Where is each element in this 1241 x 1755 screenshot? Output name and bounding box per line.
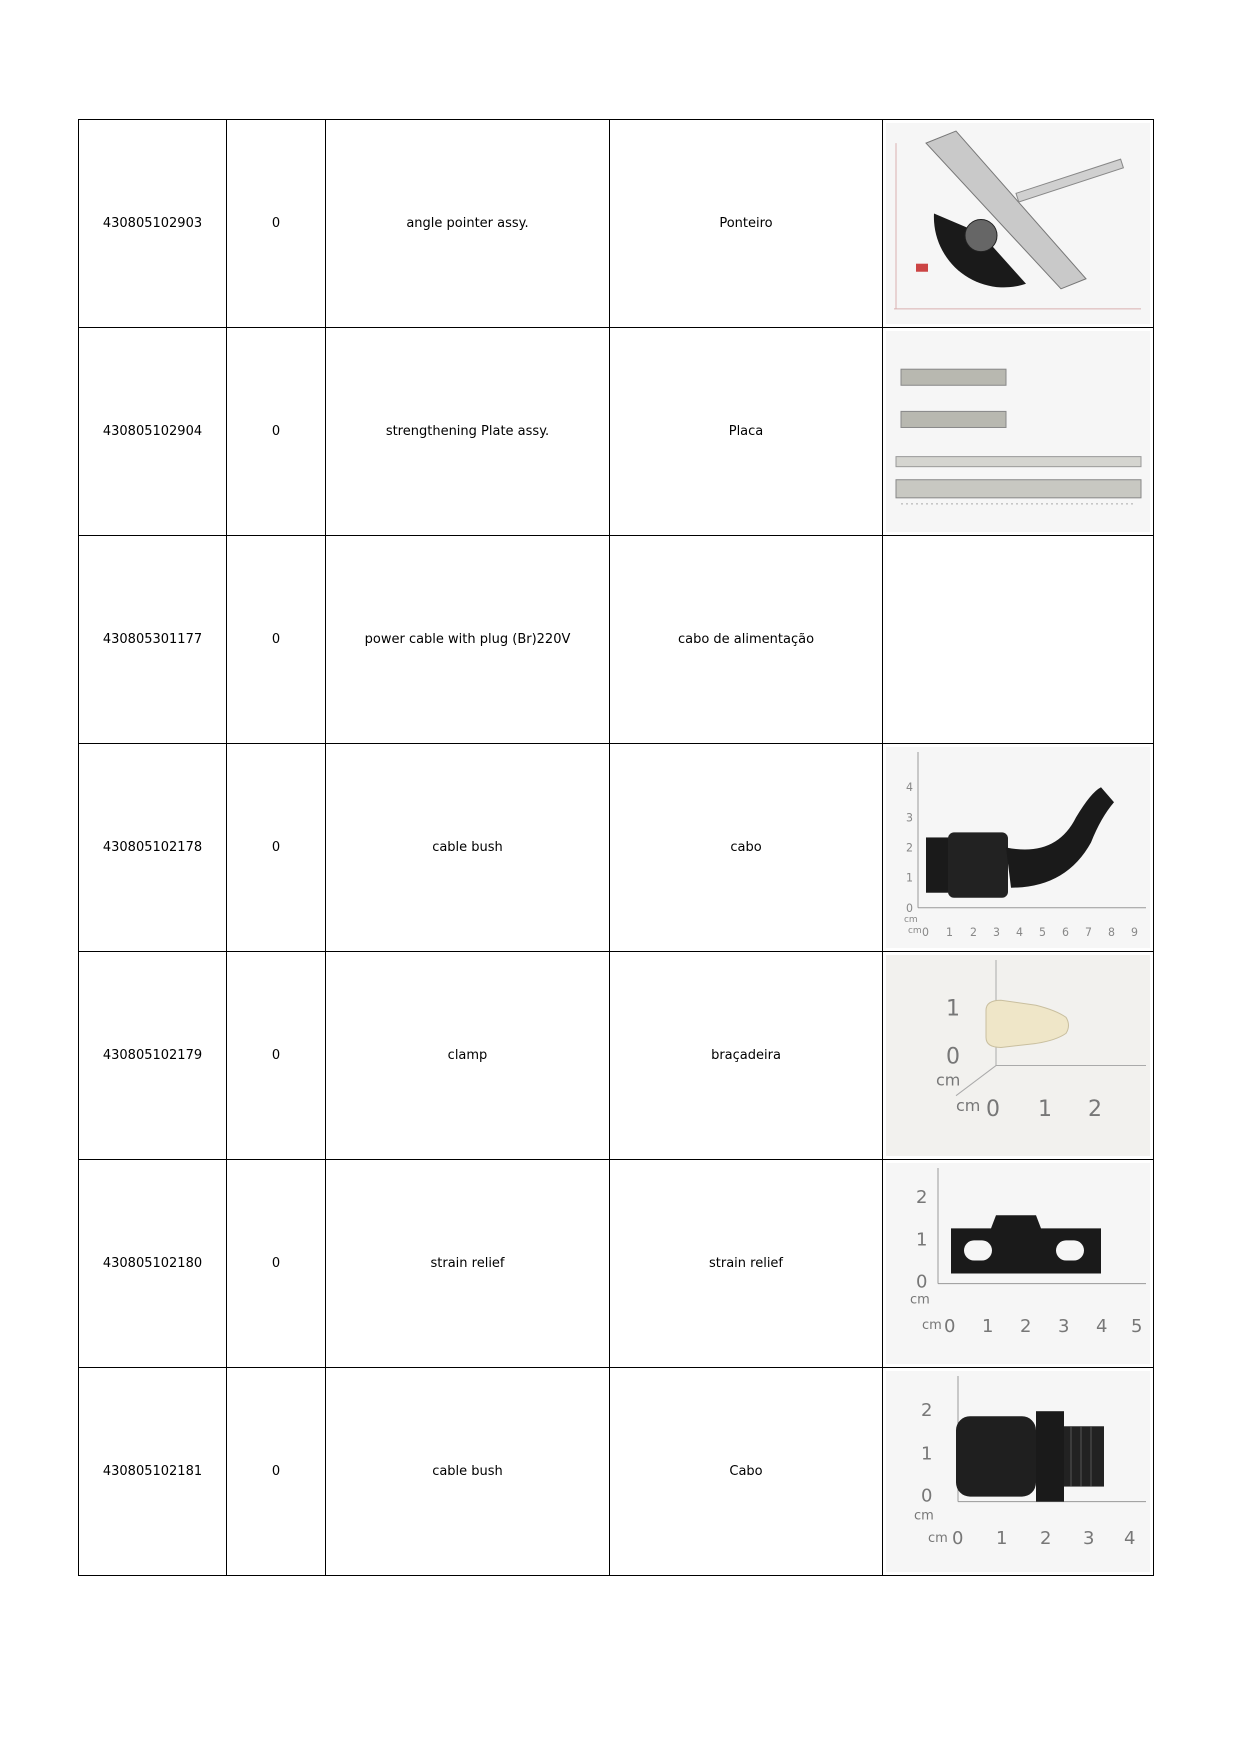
ruler-y-label: 2 xyxy=(916,1187,928,1209)
ruler-unit: cm xyxy=(936,1070,961,1090)
ruler-y-label: 0 xyxy=(906,901,913,915)
angle-pointer-photo xyxy=(886,123,1150,324)
table-row xyxy=(79,328,1154,536)
ruler-y-label: 1 xyxy=(916,1229,928,1251)
ruler-y-label: 2 xyxy=(921,1400,933,1422)
ruler-x-label: 2 xyxy=(1088,1096,1102,1122)
ruler-x-label: 2 xyxy=(970,925,977,939)
ruler-unit: cm xyxy=(904,914,918,925)
ruler-x-label: 1 xyxy=(1038,1096,1052,1122)
ruler-unit: cm xyxy=(928,1530,948,1546)
cable-gland-photo xyxy=(886,1371,1150,1572)
quantity: 0 xyxy=(227,120,326,328)
quantity: 0 xyxy=(227,536,326,744)
part-image-cell xyxy=(883,328,1154,536)
ruler-unit: cm xyxy=(914,1508,934,1524)
ruler-y-label: 0 xyxy=(921,1485,933,1507)
part-image-cell xyxy=(883,1160,1154,1368)
description-pt: cabo xyxy=(610,744,883,952)
ruler-unit: cm xyxy=(908,925,922,936)
description-pt: cabo de alimentação xyxy=(610,536,883,744)
table-row xyxy=(79,744,1154,952)
clamp-photo xyxy=(886,955,1150,1156)
ruler-x-label: 1 xyxy=(982,1315,994,1337)
ruler-x-label: 3 xyxy=(1083,1527,1095,1549)
description-en: clamp xyxy=(326,952,610,1160)
description-en: power cable with plug (Br)220V xyxy=(326,536,610,744)
ruler-x-label: 4 xyxy=(1124,1527,1136,1549)
ruler-x-label: 8 xyxy=(1108,925,1115,939)
description-en: angle pointer assy. xyxy=(326,120,610,328)
description-pt: strain relief xyxy=(610,1160,883,1368)
part-number: 430805102178 xyxy=(79,744,227,952)
ruler-x-label: 5 xyxy=(1131,1315,1143,1337)
ruler-y-label: 4 xyxy=(906,781,913,795)
ruler-x-label: 5 xyxy=(1039,925,1046,939)
table-row xyxy=(79,120,1154,328)
description-pt: Cabo xyxy=(610,1368,883,1576)
ruler-x-label: 9 xyxy=(1131,925,1138,939)
table-row xyxy=(79,952,1154,1160)
part-number: 430805102179 xyxy=(79,952,227,1160)
ruler-y-label: 0 xyxy=(916,1271,928,1293)
ruler-x-label: 0 xyxy=(922,925,929,939)
part-number: 430805102904 xyxy=(79,328,227,536)
ruler-x-label: 2 xyxy=(1040,1527,1052,1549)
quantity: 0 xyxy=(227,1160,326,1368)
part-image-cell xyxy=(883,1368,1154,1576)
description-en: strengthening Plate assy. xyxy=(326,328,610,536)
ruler-x-label: 4 xyxy=(1016,925,1023,939)
part-number: 430805301177 xyxy=(79,536,227,744)
quantity: 0 xyxy=(227,1368,326,1576)
ruler-x-label: 1 xyxy=(996,1527,1008,1549)
ruler-y-label: 1 xyxy=(921,1443,933,1465)
ruler-unit: cm xyxy=(922,1317,942,1333)
cable-bush-photo xyxy=(886,747,1150,948)
ruler-x-label: 6 xyxy=(1062,925,1069,939)
description-en: cable bush xyxy=(326,1368,610,1576)
table-row xyxy=(79,536,1154,744)
quantity: 0 xyxy=(227,952,326,1160)
parts-table xyxy=(78,119,1154,1576)
ruler-x-label: 2 xyxy=(1020,1315,1032,1337)
ruler-x-label: 3 xyxy=(1058,1315,1070,1337)
quantity: 0 xyxy=(227,328,326,536)
quantity: 0 xyxy=(227,744,326,952)
part-image-cell xyxy=(883,120,1154,328)
ruler-x-label: 7 xyxy=(1085,925,1092,939)
table-row xyxy=(79,1160,1154,1368)
part-image-cell xyxy=(883,744,1154,952)
table-row xyxy=(79,1368,1154,1576)
ruler-y-label: 3 xyxy=(906,811,913,825)
ruler-y-label: 2 xyxy=(906,841,913,855)
description-pt: braçadeira xyxy=(610,952,883,1160)
ruler-x-label: 4 xyxy=(1096,1315,1108,1337)
ruler-y-label: 1 xyxy=(906,871,913,885)
ruler-x-label: 1 xyxy=(946,925,953,939)
ruler-unit: cm xyxy=(956,1095,981,1115)
strain-relief-photo xyxy=(886,1163,1150,1364)
ruler-x-label: 0 xyxy=(986,1096,1000,1122)
ruler-x-label: 0 xyxy=(944,1315,956,1337)
description-pt: Ponteiro xyxy=(610,120,883,328)
description-pt: Placa xyxy=(610,328,883,536)
description-en: strain relief xyxy=(326,1160,610,1368)
part-number: 430805102180 xyxy=(79,1160,227,1368)
ruler-y-label: 0 xyxy=(946,1044,960,1070)
ruler-x-label: 3 xyxy=(993,925,1000,939)
ruler-y-label: 1 xyxy=(946,996,960,1022)
description-en: cable bush xyxy=(326,744,610,952)
strengthening-plate-photo xyxy=(886,331,1150,532)
part-image-cell xyxy=(883,952,1154,1160)
part-number: 430805102181 xyxy=(79,1368,227,1576)
part-number: 430805102903 xyxy=(79,120,227,328)
ruler-x-label: 0 xyxy=(952,1527,964,1549)
part-image-cell-empty xyxy=(883,536,1154,744)
ruler-unit: cm xyxy=(910,1292,930,1308)
